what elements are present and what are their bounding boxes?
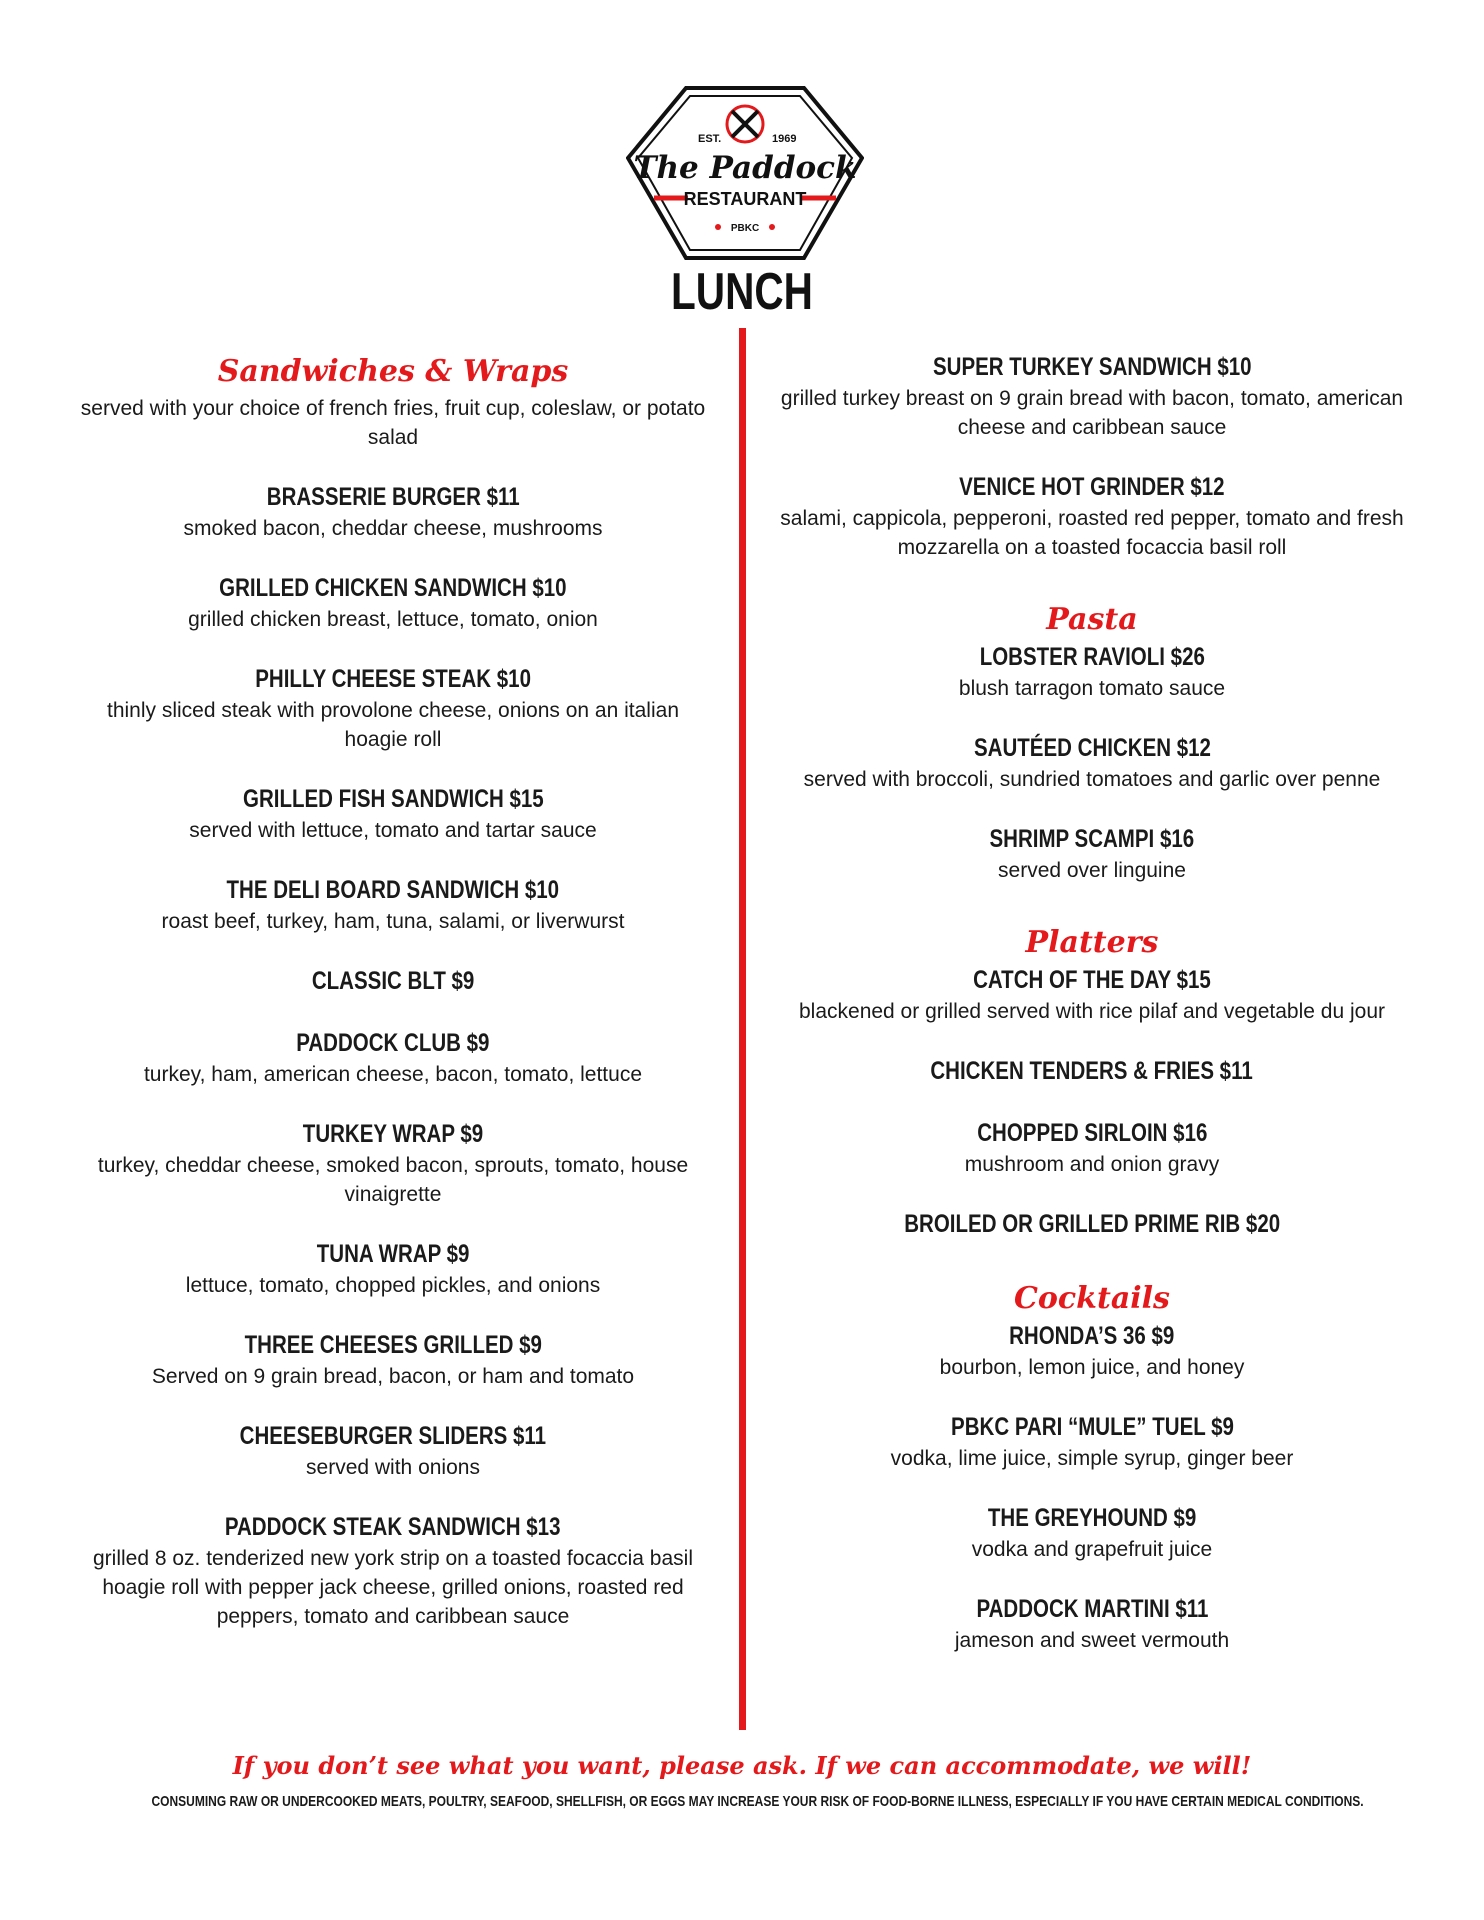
item-description: served with broccoli, sundried tomatoes and garlic over penne xyxy=(803,768,1381,791)
item-name: CATCH OF THE DAY $15 xyxy=(973,966,1211,994)
menu-item xyxy=(772,1410,1412,1473)
item-description: roast beef, turkey, ham, tuna, salami, or liverwurst xyxy=(161,910,625,933)
item-name: GRILLED CHICKEN SANDWICH $10 xyxy=(219,574,567,602)
menu-item xyxy=(772,1054,1412,1088)
item-description: bourbon, lemon juice, and honey xyxy=(939,1356,1245,1379)
item-name: GRILLED FISH SANDWICH $15 xyxy=(242,785,544,813)
item-description: turkey, ham, american cheese, bacon, tomato, lettuce xyxy=(143,1063,643,1086)
menu-item xyxy=(75,964,711,998)
item-description: Served on 9 grain bread, bacon, or ham and tomato xyxy=(151,1365,635,1388)
restaurant-logo xyxy=(626,86,864,262)
right-column xyxy=(772,350,1412,1655)
left-column xyxy=(75,352,711,1631)
item-description: served with onions xyxy=(306,1456,480,1479)
item-name: PADDOCK CLUB $9 xyxy=(296,1029,490,1057)
logo-subname: RESTAURANT xyxy=(683,189,807,209)
item-description: jameson and sweet vermouth xyxy=(954,1629,1230,1652)
item-description: turkey, cheddar cheese, smoked bacon, sprouts, tomato, house vinaigrette xyxy=(97,1154,689,1206)
footer-disclaimer xyxy=(0,1791,1484,1813)
menu-item xyxy=(772,731,1412,794)
item-name: PHILLY CHEESE STEAK $10 xyxy=(255,665,531,693)
item-name: SHRIMP SCAMPI $16 xyxy=(989,825,1195,853)
menu-item xyxy=(75,1117,711,1209)
section-pasta xyxy=(772,600,1412,885)
item-name: TURKEY WRAP $9 xyxy=(302,1120,484,1148)
item-name: PBKC PARI “MULE” TUEL $9 xyxy=(950,1413,1234,1441)
item-description: mushroom and onion gravy xyxy=(964,1153,1220,1176)
logo-badge xyxy=(626,86,864,262)
menu-item xyxy=(75,1510,711,1631)
menu-item xyxy=(75,873,711,936)
section-note-sandwiches: served with your choice of french fries, fruit cup, coleslaw, or potato salad xyxy=(80,397,706,449)
menu-item xyxy=(772,1592,1412,1655)
item-description: grilled turkey breast on 9 grain bread with bacon, tomato, american cheese and caribbean sauce xyxy=(780,387,1404,439)
item-name: LOBSTER RAVIOLI $26 xyxy=(979,643,1205,671)
section-title-pasta: Pasta xyxy=(1046,602,1138,637)
menu-item xyxy=(772,822,1412,885)
item-name: PADDOCK MARTINI $11 xyxy=(975,1595,1208,1623)
menu-item xyxy=(772,1116,1412,1179)
menu-item xyxy=(772,350,1412,442)
logo-location: PBKC xyxy=(730,223,760,234)
item-name: CHOPPED SIRLOIN $16 xyxy=(976,1119,1208,1147)
section-cocktails xyxy=(772,1279,1412,1655)
menu-item xyxy=(772,963,1412,1026)
footer-tagline: If you don’t see what you want, please ask. If we can accommodate, we will! xyxy=(232,1751,1252,1780)
item-description: lettuce, tomato, chopped pickles, and onions xyxy=(185,1274,601,1297)
section-title-cocktails: Cocktails xyxy=(1014,1281,1170,1316)
item-description: salami, cappicola, pepperoni, roasted red pepper, tomato and fresh mozzarella on a toasted focaccia basil roll xyxy=(780,507,1404,559)
logo-year: 1969 xyxy=(772,133,797,145)
menu-item xyxy=(75,480,711,543)
item-name: CLASSIC BLT $9 xyxy=(311,967,475,995)
item-name: CHEESEBURGER SLIDERS $11 xyxy=(239,1422,547,1450)
item-name: BROILED OR GRILLED PRIME RIB $20 xyxy=(904,1210,1280,1238)
item-description: served over linguine xyxy=(998,859,1186,882)
item-description: thinly sliced steak with provolone cheese, onions on an italian hoagie roll xyxy=(106,699,679,751)
item-name: CHICKEN TENDERS & FRIES $11 xyxy=(930,1057,1254,1085)
item-description: vodka and grapefruit juice xyxy=(971,1538,1213,1561)
item-name: TUNA WRAP $9 xyxy=(316,1240,470,1268)
menu-item xyxy=(772,640,1412,703)
item-description: blush tarragon tomato sauce xyxy=(958,677,1226,700)
logo-est: EST. xyxy=(698,133,722,145)
item-name: SAUTÉED CHICKEN $12 xyxy=(973,734,1211,762)
menu-item xyxy=(75,1237,711,1300)
item-description: served with lettuce, tomato and tartar sauce xyxy=(189,819,597,842)
menu-item xyxy=(75,1026,711,1089)
section-title-sandwiches: Sandwiches & Wraps xyxy=(217,354,569,389)
item-description: vodka, lime juice, simple syrup, ginger beer xyxy=(890,1447,1294,1470)
item-name: SUPER TURKEY SANDWICH $10 xyxy=(932,353,1252,381)
menu-item xyxy=(772,1501,1412,1564)
item-description: grilled chicken breast, lettuce, tomato, onion xyxy=(188,608,598,631)
section-platters xyxy=(772,923,1412,1241)
menu-item xyxy=(772,1207,1412,1241)
section-title-platters: Platters xyxy=(1025,925,1159,960)
item-name: THREE CHEESES GRILLED $9 xyxy=(244,1331,542,1359)
menu-item xyxy=(75,1328,711,1391)
item-description: grilled 8 oz. tenderized new york strip on a toasted focaccia basil hoagie roll with pepper jack cheese, grilled onions, roasted red peppers, tomato and caribbean sauce xyxy=(93,1547,693,1628)
item-description: blackened or grilled served with rice pilaf and vegetable du jour xyxy=(798,1000,1385,1023)
disclaimer-text: CONSUMING RAW OR UNDERCOOKED MEATS, POULTRY, SEAFOOD, SHELLFISH, OR EGGS MAY INCREASE YOUR RISK OF FOOD-BORNE ILLNESS, ESPECIALLY IF YOU HAVE CERTAIN MEDICAL CONDITIONS. xyxy=(151,1793,1364,1810)
menu-item xyxy=(75,782,711,845)
logo-name: The Paddock xyxy=(633,150,857,186)
item-name: PADDOCK STEAK SANDWICH $13 xyxy=(225,1513,561,1541)
item-description: smoked bacon, cheddar cheese, mushrooms xyxy=(183,517,603,540)
column-divider xyxy=(739,328,746,1730)
page-title: LUNCH xyxy=(671,263,813,321)
menu-item xyxy=(75,571,711,634)
menu-item xyxy=(75,1419,711,1482)
item-name: BRASSERIE BURGER $11 xyxy=(266,483,520,511)
item-name: RHONDA’S 36 $9 xyxy=(1009,1322,1175,1350)
menu-item xyxy=(772,470,1412,562)
menu-item xyxy=(772,1319,1412,1382)
item-name: VENICE HOT GRINDER $12 xyxy=(959,473,1225,501)
item-name: THE GREYHOUND $9 xyxy=(987,1504,1197,1532)
item-name: THE DELI BOARD SANDWICH $10 xyxy=(226,876,560,904)
menu-item xyxy=(75,662,711,754)
